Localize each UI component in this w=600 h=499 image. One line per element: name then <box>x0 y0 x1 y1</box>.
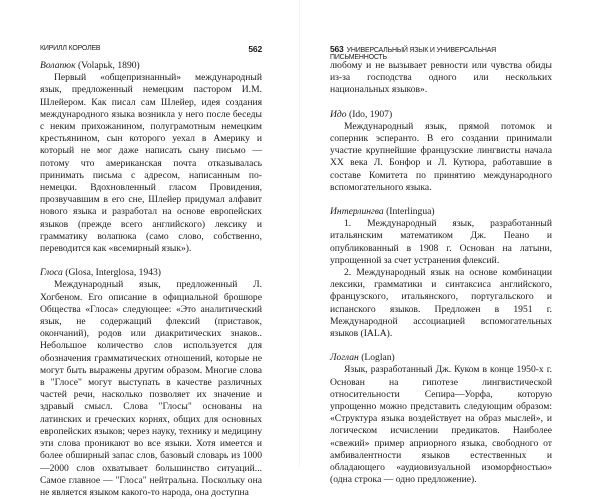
entry-heading <box>330 352 552 364</box>
entry-title-ru: Интерлингва <box>330 206 384 218</box>
page-body <box>40 60 262 499</box>
entry-heading <box>40 60 262 72</box>
entry-paragraph: Первый «общепризнанный» международный язык, предложенный немецким пастором И.М. Шлейером. Как писал сам Шлейер, идея создания международного языка возникла у него после беседы с неким прихожанином, полуграмотным немецким крестьянином, сын которого уехал в Америку и который не мог даже написать сыну письмо — потому что американская почта отказывалась принимать письма с адресом, написанным по-немецки. Вдохновленный гласом Провидения, прозвучавшим в его сне, Шлейер придумал алфавит нового языка и разработал на основе европейских языков (прежде всего английского) лексику и грамматику волапюка (само слово, собственно, переводится как «всемирный язык»). <box>40 72 262 255</box>
entry-paragraph: 1. Международный язык, разработанный итальянским математиком Дж. Пеано и опубликованный в 1908 г. Основан на латыни, упрощенной за счет устранения флексий. <box>330 218 552 266</box>
header-author: КИРИЛЛ КОРОЛЕВ <box>40 45 101 52</box>
entry-title-ru: Логлан <box>330 352 359 364</box>
entry-title-ru: Волапюк <box>40 60 76 71</box>
header-title: УНИВЕРСАЛЬНЫЙ ЯЗЫК И УНИВЕРСАЛЬНАЯ ПИСЬМЕННОСТЬ <box>330 47 497 61</box>
page-number: 563 <box>330 44 344 54</box>
entry-paragraph: 2. Международный язык на основе комбинации лексики, грамматики и синтаксиса английского, французского, итальянского, португальского и испанского языков. Предложен в 1951 г. Международной ассоциацией вспомогательных языков (IALA). <box>330 267 552 340</box>
continuation-paragraph: любому и не вызывает ревности или чувства обиды из-за господства одного или нескольких национальных языков». <box>330 60 552 96</box>
entry-title-orig: (Loglan) <box>361 352 395 364</box>
book-spine <box>299 0 300 467</box>
entry-title-orig: (Glosa, Interglosa, 1943) <box>65 267 162 279</box>
entry-paragraph: Язык, разработанный Дж. Куком в конце 1950-х г. Основан на гипотезе лингвистической относительности Сепира—Уорфа, которую упрощенно можно представить следующим образом: «Структура языка воздействует на образ мыслей», и логическом исчислении предикатов. Наиболее «свежий» пример априорного языка, свободного от амбивалентности языков естественных и обладающего «аудиовизуальной изоморфностью» (одна строка — одно предложение). <box>330 364 552 486</box>
entry-heading <box>40 267 262 279</box>
entry-title-orig: (Ido, 1907) <box>349 108 393 120</box>
entry-title-orig: (Volapьk, 1890) <box>77 60 140 71</box>
entry-heading <box>330 206 552 218</box>
entry-title-ru: Идо <box>330 108 347 120</box>
entry-title-ru: Глоса <box>40 267 63 279</box>
right-page <box>330 0 552 486</box>
entry-paragraph: Международный язык, прямой потомок и соперник эсперанто. В его создании принимали участие крупнейшие французские лингвисты начала XX века Л. Бонфор и Л. Кутюра, работавшие в составе Комитета по принятию международного вспомогательного языка. <box>330 120 552 193</box>
left-page <box>40 0 262 498</box>
entry-heading <box>330 109 552 121</box>
page-body <box>330 60 552 487</box>
entry-paragraph: Международный язык, предложенный Л. Хогбеном. Его описание в официальной брошюре Общества «Глоса» следующее: «Это аналитический язык, не содержащий флексий (приставок, окончаний), родов или диакритических знаков.. Небольшое количество слов используется для обозначения грамматических отношений, которые не могут быть выражены другим образом. Многие слова в "Глосе" могут выступать в качестве различных частей речи, насколько позволяет их значение и здравый смысл. Слова "Глосы" основаны на латинских и греческих корнях, общих для основных европейских языков; через науку, технику и медицину эти слова проникают во все языки. Хотя имеется и более обширный запас слов, базовый словарь из 1000—2000 слов охватывает большинство ситуаций... Самое главное — "Глоса" нейтральна. Поскольку она не является языком какого-то народа, она доступна <box>40 279 262 498</box>
entry-title-orig: (Interlingua) <box>386 206 435 218</box>
running-header-right <box>330 44 552 61</box>
page-number: 562 <box>248 44 262 54</box>
